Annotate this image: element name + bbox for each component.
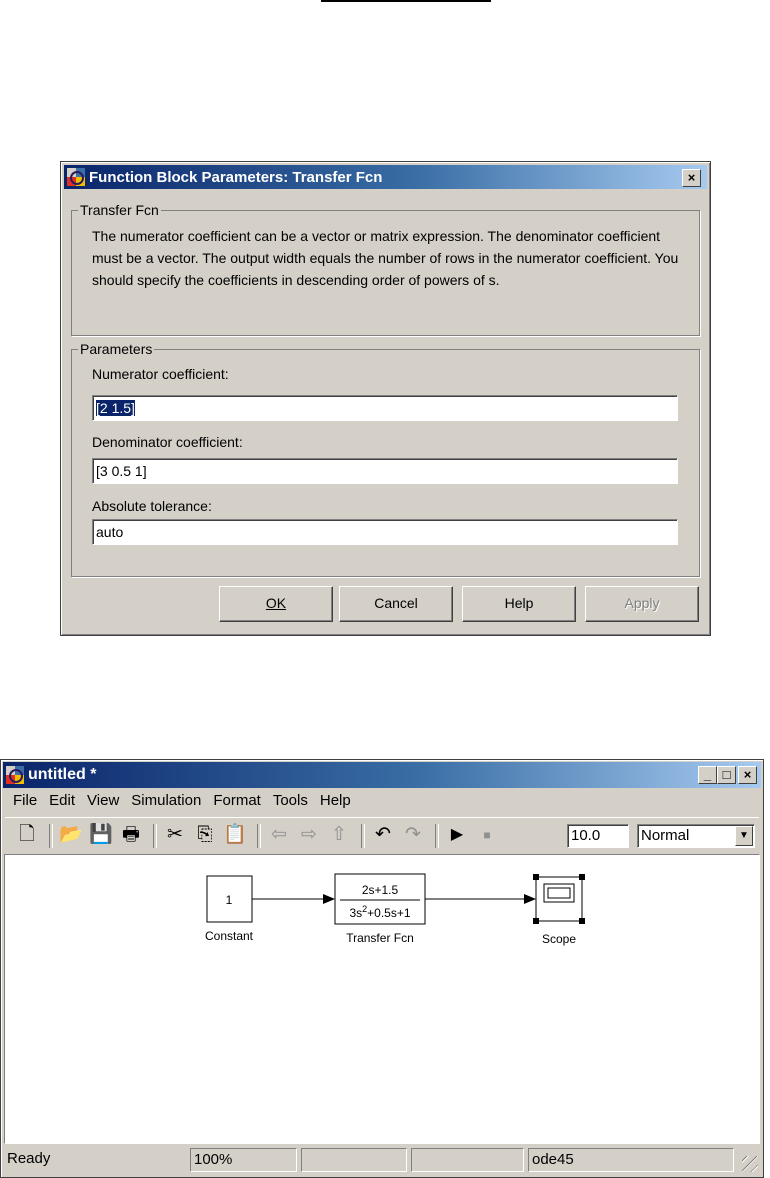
maximize-icon[interactable]: □ [717,766,736,784]
block-parameters-dialog [60,161,711,636]
constant-label: Constant [204,929,254,943]
copy-icon[interactable]: ⎘ [197,824,213,845]
print-icon[interactable]: 🖶 [122,824,140,845]
model-canvas[interactable] [4,854,760,1144]
description-group-legend: Transfer Fcn [80,202,159,218]
minimize-icon[interactable]: _ [698,766,717,784]
model-window [0,759,764,1178]
solver-name: ode45 [528,1148,734,1172]
stop-icon[interactable]: ■ [483,828,491,842]
close-icon[interactable]: × [682,169,701,187]
cancel-button[interactable]: Cancel [339,586,453,622]
dialog-title: Function Block Parameters: Transfer Fcn [89,168,383,186]
stop-time-input[interactable]: 10.0 [567,824,629,848]
selection-handle[interactable] [579,918,585,924]
selection-handle[interactable] [579,874,585,880]
menu-edit[interactable]: Edit [49,792,76,809]
abstol-input[interactable]: auto [92,519,678,545]
status-text: Ready [7,1150,51,1167]
simulink-app-icon [6,766,24,784]
new-icon[interactable]: 🗋 [19,824,35,845]
ok-button-label: OK [265,595,287,611]
paste-icon[interactable]: 📋 [223,824,247,845]
model-title: untitled * [28,766,97,783]
page-top-rule [321,0,491,2]
parameters-group [71,341,700,577]
sim-mode-value: Normal [641,827,690,844]
status-bar [4,1148,760,1174]
menu-view[interactable]: View [87,792,120,809]
block-diagram [5,855,760,1144]
block-description: The numerator coefficient can be a vector or matrix expression. The denominator coefficient must be a vector. The output width equals the number of rows in the numerator coefficient. You should specify the coefficients in descending order of powers of s. [92,228,679,288]
menu-format[interactable]: Format [213,792,261,809]
help-button[interactable]: Help [462,586,576,622]
chevron-down-icon[interactable]: ▼ [735,826,753,846]
arrowhead-1 [323,894,335,904]
tf-den-suffix: +0.5s+1 [367,906,411,920]
cut-icon[interactable]: ✂ [167,824,183,845]
up-icon[interactable]: ⇧ [331,824,347,845]
constant-value: 1 [225,893,233,907]
apply-button[interactable]: Apply [585,586,699,622]
start-icon[interactable]: ▶ [450,826,464,843]
window-controls [698,766,757,784]
resize-grip-icon[interactable] [742,1156,758,1172]
denominator-label: Denominator coefficient: [92,434,243,450]
open-icon[interactable]: 📂 [59,824,83,845]
ok-button[interactable] [219,586,333,622]
tf-numerator: 2s+1.5 [361,883,399,897]
forward-icon[interactable]: ⇨ [301,824,317,845]
tf-denominator [349,904,410,920]
abstol-label: Absolute tolerance: [92,498,212,514]
close-icon[interactable]: × [738,766,757,784]
scope-label: Scope [541,932,577,946]
selection-handle[interactable] [533,918,539,924]
numerator-label: Numerator coefficient: [92,366,229,382]
simulink-app-icon [67,168,85,186]
tf-den-prefix: 3s [349,906,363,920]
toolbar [5,817,759,854]
denominator-input[interactable]: [3 0.5 1] [92,458,678,484]
status-pane [301,1148,407,1172]
sim-mode-select[interactable] [637,824,755,848]
arrowhead-2 [524,894,536,904]
redo-icon[interactable]: ↷ [405,824,421,845]
menu-bar [7,792,357,809]
zoom-level: 100% [190,1148,297,1172]
selection-handle[interactable] [533,874,539,880]
numerator-input[interactable] [92,395,678,421]
undo-icon[interactable]: ↶ [375,824,391,845]
model-titlebar[interactable] [3,762,761,788]
tf-label: Transfer Fcn [346,931,414,945]
tf-den-exp: 2 [362,904,368,914]
save-icon[interactable]: 💾 [89,824,113,845]
menu-tools[interactable]: Tools [272,792,308,809]
parameters-group-legend: Parameters [80,341,153,357]
back-icon[interactable]: ⇦ [271,824,287,845]
status-pane [411,1148,524,1172]
menu-simulation[interactable]: Simulation [131,792,202,809]
dialog-titlebar[interactable] [64,165,707,189]
description-group [71,202,700,336]
menu-help[interactable]: Help [319,792,351,809]
numerator-value: [2 1.5] [96,400,135,416]
menu-file[interactable]: File [13,792,38,809]
